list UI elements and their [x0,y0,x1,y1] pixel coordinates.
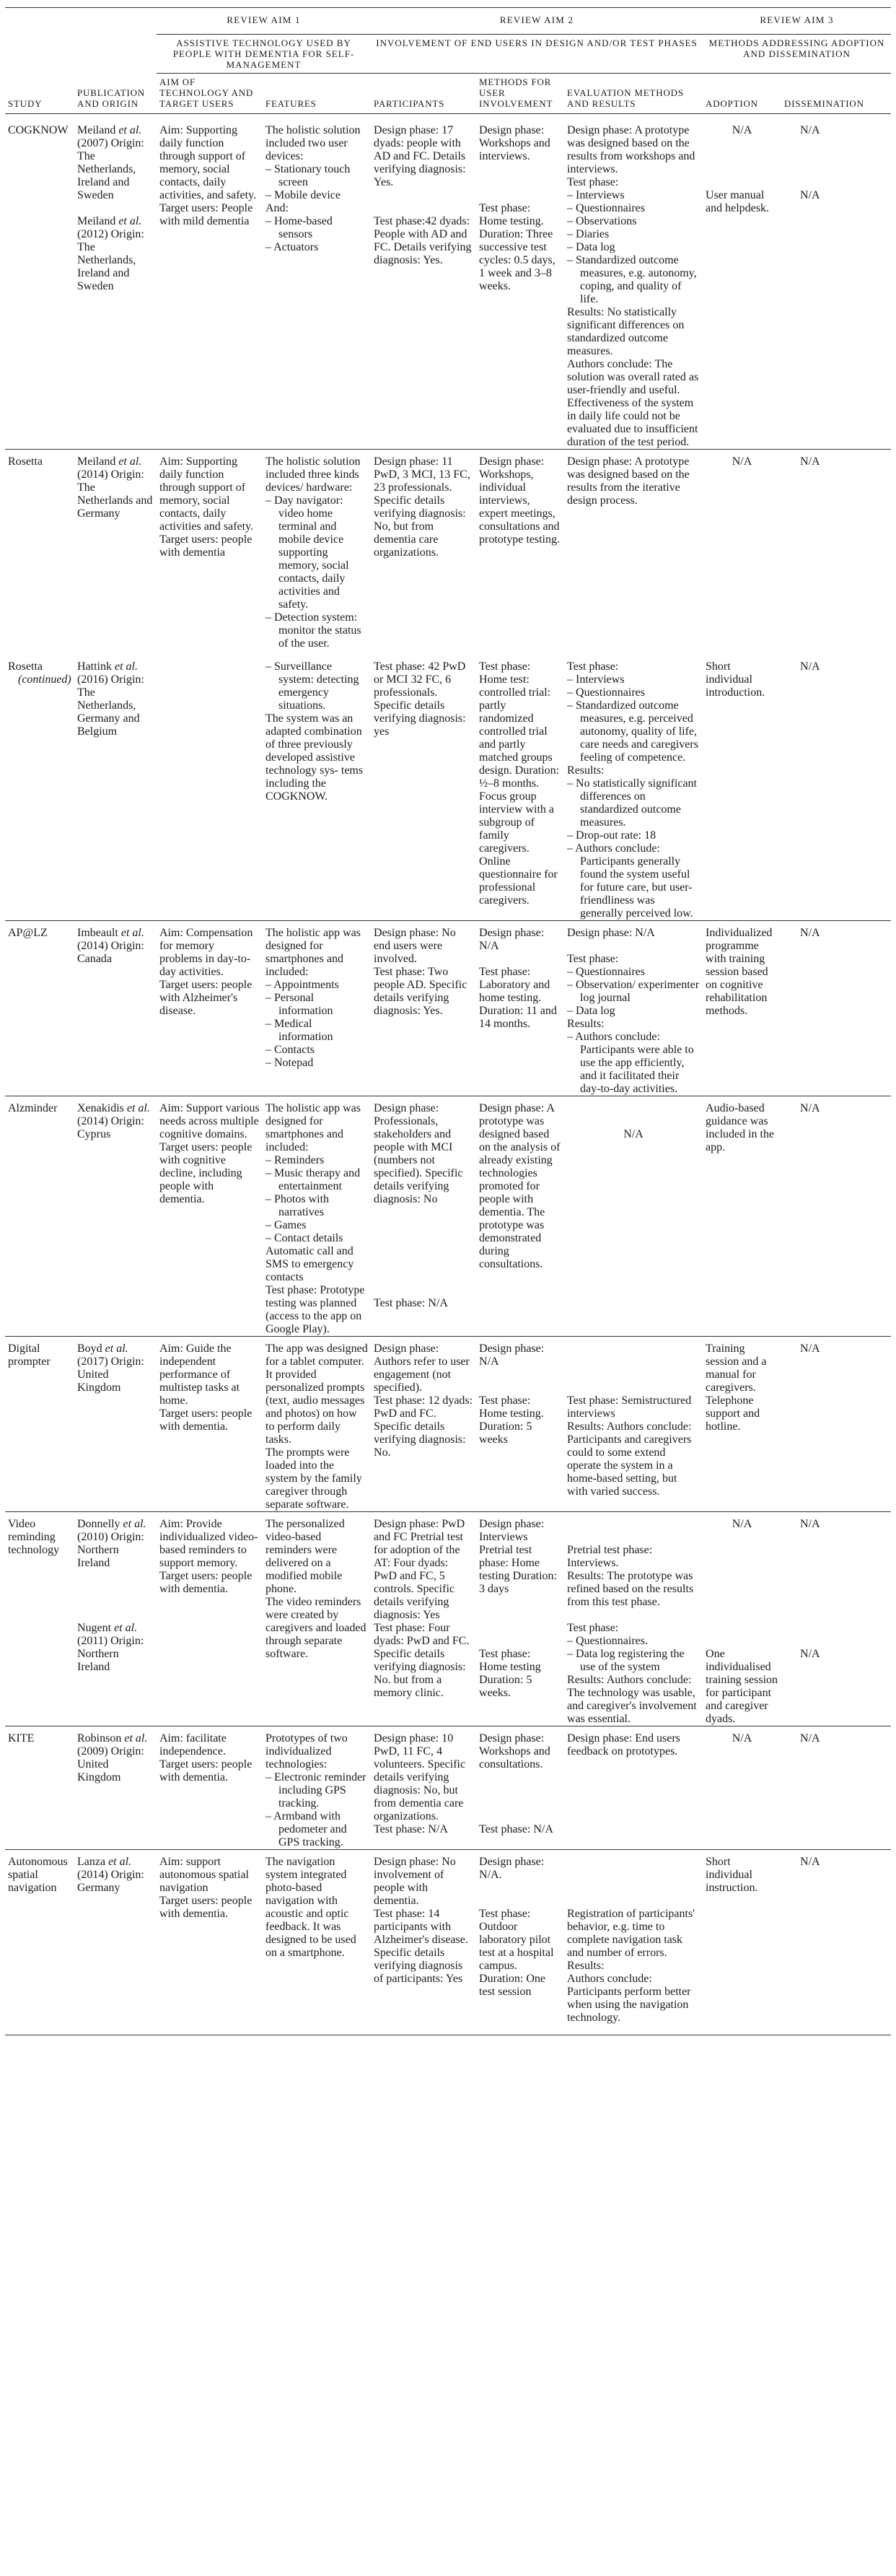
aim3-header: REVIEW AIM 3 [703,8,891,35]
features-cell: The holistic solution included two user devices: – Stationary touch screen – Mobile device And: – Home-based sensors – Actuators [265,124,361,253]
table-row-autonomous-navigation: Autonomous spatial navigation Lanza et al. (2014) Origin: Germany Aim: support autonomous spatial navigation Target users: people with dementia. The navigation system integrated photo-based navigation with acoustic and optic feedback. It was designed to be used on a smartphone. Design phase: No involvement of people with dementia. Test phase: 14 participants with Alzheimer's disease. Specific details verifying diagnosis of participants: Yes Design phase: N/A. Test phase: Outdoor laboratory pilot test at a hospital campus. Duration: One test session Registration of participants' behavior, e.g. time to complete navigation task and number of errors. Results: Authors conclude: Participants perform better when using the navigation technology. Short individual instruction. N/A [5,1850,891,2035]
review-table [5,7,891,2035]
col-methods: METHODS FOR USER INVOLVEMENT [476,74,564,114]
participants-cell: Design phase: 17 dyads: people with AD and FC. Details verifying diagnosis: Yes. Test phase:42 dyads: People with AD and FC. Details verifying diagnosis: Yes. [374,124,472,266]
dissemination-cell: N/A N/A [800,124,820,201]
aim-cell: Aim: Supporting daily function through support of memory, social contacts, daily activities, and safety. Target users: People with mild dementia [159,124,257,227]
aim2-header: REVIEW AIM 2 [371,8,703,35]
subheader-row [5,35,891,74]
table-row-cogknow [5,114,891,450]
col-publication: PUBLICATION AND ORIGIN [74,74,157,114]
table-row-aplz: AP@LZ Imbeault et al. (2014) Origin: Canada Aim: Compensation for memory problems in day-to-day activities. Target users: people with Alzheimer's disease. The holistic app was designed for smartphones and included: – Appointments – Personal information – Medical information – Contacts – Notepad Design phase: No end users were involved. Test phase: Two people AD. Specific details verifying diagnosis: Yes. Design phase: N/A Test phase: Laboratory and home testing. Duration: 11 and 14 months. Design phase: N/A Test phase: – Questionnaires – Observation/ experimenter log journal – Data log Results: – Authors conclude: Participants were able to use the app efficiently, and it facilitated their day-to-day activities. Individualized programme with training session based on cognitive rehabilitation methods. N/A [5,921,891,1096]
table-row-rosetta: Rosetta Meiland et al. (2014) Origin: The Netherlands and Germany Aim: Supporting daily function through support of memory, social contacts, daily activities and safety. Target users: people with dementia The holistic solution included three kinds devices/ hardware: – Day navigator: video home terminal and mobile device supporting memory, social contacts, daily activities and safety. – Detection system: monitor the status of the user. Design phase: 11 PwD, 3 MCI, 13 FC, 23 professionals. Specific details verifying diagnosis: No, but from dementia care organizations. Design phase: Workshops, individual interviews, expert meetings, consultations and prototype testing. Design phase: A prototype was designed based on the results from the iterative design process. N/A N/A [5,450,891,651]
col-features: FEATURES [263,74,371,114]
column-header-row [5,74,891,114]
at-subheader: ASSISTIVE TECHNOLOGY USED BY PEOPLE WITH DEMENTIA FOR SELF-MANAGEMENT [157,35,371,74]
aims-header-row [5,8,891,35]
col-study: STUDY [5,74,74,114]
col-adoption: ADOPTION [703,74,781,114]
table-row-video-reminding: Video reminding technology Donnelly et al. (2010) Origin: Northern Ireland Nugent et al. (2011) Origin: Northern Ireland Aim: Provide individualized video-based reminders to support memory. Target users: people with dementia. The personalized video-based reminders were delivered on a modified mobile phone. The video reminders were created by caregivers and loaded through separate software. Design phase: PwD and FC Pretrial test for adoption of the AT: Four dyads: PwD and FC, 5 controls. Specific details verifying diagnosis: Yes Test phase: Four dyads: PwD and FC. Specific details verifying diagnosis: No. but from a memory clinic. Design phase: Interviews Pretrial test phase: Home testing Duration: 3 days Test phase: Home testing Duration: 5 weeks. Pretrial test phase: Interviews. Results: The prototype was refined based on the results from this test phase. Test phase: – Questionnaires. – Data log registering the use of the system Results: Authors conclude: The technology was usable, and caregiver's involvement was essential. N/A One individualised training session for participant and caregiver dyads. N/A N/A [5,1512,891,1726]
publication-cell: Meiland et al. (2007) Origin: The Netherlands, Ireland and Sweden Meiland et al. (2012) Origin: The Netherlands, Ireland and Sweden [77,124,144,292]
table-row-rosetta-continued: Rosetta (continued) Hattink et al. (2016) Origin: The Netherlands, Germany and Belgium – Surveillance system: detecting emergency situations. The system was an adapted combination of three previously developed assistive technology sys- tems including the COGKNOW. Test phase: 42 PwD or MCI 32 FC, 6 professionals. Specific details verifying diagnosis: yes Test phase: Home test: controlled trial: partly randomized controlled trial and partly matched groups design. Duration: ½–8 months. Focus group interview with a subgroup of family caregivers. Online questionnaire for professional caregivers. Test phase: – Interviews – Questionnaires – Standardized outcome measures, e.g. perceived autonomy, quality of life, care needs and caregivers feeling of competence. Results: – No statistically significant differences on standardized outcome measures. – Drop-out rate: 18 – Authors conclude: Participants generally found the system useful for future care, but user-friendliness was generally perceived low. Short individual introduction. N/A [8,660,820,920]
involvement-subheader: INVOLVEMENT OF END USERS IN DESIGN AND/OR TEST PHASES [371,35,703,74]
study-cell: COGKNOW [8,124,69,136]
methods-subheader: METHODS ADDRESSING ADOPTION AND DISSEMINATION [703,35,891,74]
aim1-header: REVIEW AIM 1 [157,8,371,35]
evaluation-cell: Design phase: A prototype was designed based on the results from workshops and interviews. Test phase: – Interviews – Questionnaires – Observations – Diaries – Data log – Standardized outcome measures, e.g. autonomy, coping, and quality of life. Results: No statistically significant differences on standardized outcome measures. Authors conclude: The solution was overall rated as user-friendly and useful. Effectiveness of the system in daily life could not be evaluated due to insufficient duration of the test period. [567,124,699,448]
methods-cell: Design phase: Workshops and interviews. Test phase: Home testing. Duration: Three successive test cycles: 0.5 days, 1 week and 3–8 weeks. [479,124,555,292]
col-participants: PARTICIPANTS [371,74,476,114]
table-row-kite: KITE Robinson et al. (2009) Origin: United Kingdom Aim: facilitate independence. Target users: people with dementia. Prototypes of two individualized technologies: – Electronic reminder including GPS tracking. – Armband with pedometer and GPS tracking. Design phase: 10 PwD, 11 FC, 4 volunteers. Specific details verifying diagnosis: No, but from dementia care organizations. Test phase: N/A Design phase: Workshops and consultations. Test phase: N/A Design phase: End users feedback on prototypes. N/A N/A [5,1726,891,1850]
col-evaluation: EVALUATION METHODS AND RESULTS [564,74,703,114]
col-dissemination: DISSEMINATION [781,74,891,114]
table-row-digital-prompter: Digital prompter Boyd et al. (2017) Origin: United Kingdom Aim: Guide the independent performance of multistep tasks at home. Target users: people with dementia. The app was designed for a tablet computer. It provided personalized prompts (text, audio messages and photos) on how to perform daily tasks. The prompts were loaded into the system by the family caregiver through separate software. Design phase: Authors refer to user engagement (not specified). Test phase: 12 dyads: PwD and FC. Specific details verifying diagnosis: No. Design phase: N/A Test phase: Home testing. Duration: 5 weeks Test phase: Semistructured interviews Results: Authors conclude: Participants and caregivers could to some extend operate the system in a home-based setting, but with varied success. Training session and a manual for caregivers. Telephone support and hotline. N/A [5,1337,891,1512]
table-row-alzminder: Alzminder Xenakidis et al. (2014) Origin: Cyprus Aim: Support various needs across multiple cognitive domains. Target users: people with cognitive decline, including people with dementia. The holistic app was designed for smartphones and included: – Reminders – Music therapy and entertainment – Photos with narratives – Games – Contact details Automatic call and SMS to emergency contacts Test phase: Prototype testing was planned (access to the app on Google Play). Design phase: Professionals, stakeholders and people with MCI (numbers not specified). Specific details verifying diagnosis: No Test phase: N/A Design phase: A prototype was designed based on the analysis of already existing technologies promoted for people with dementia. The prototype was demonstrated during consultations. N/A Audio-based guidance was included in the app. N/A [5,1096,891,1337]
col-aim: AIM OF TECHNOLOGY AND TARGET USERS [157,74,263,114]
adoption-cell: N/A User manual and helpdesk. [706,124,769,214]
